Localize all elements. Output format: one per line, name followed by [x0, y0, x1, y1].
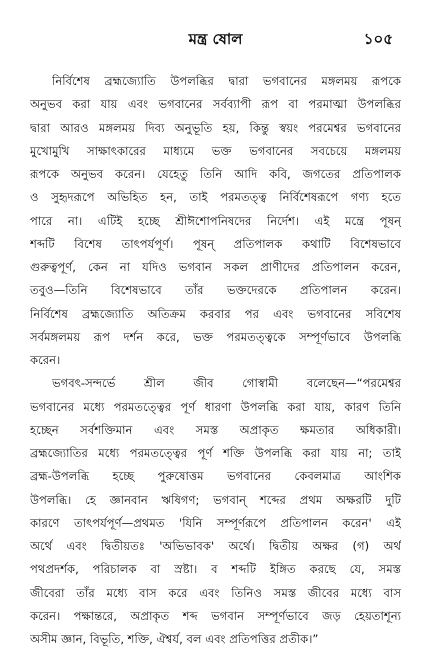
paragraph-1 — [30, 70, 401, 372]
text-line: উপলব্ধি। হে জ্ঞানবান ঋষিগণ; ভগবান্ শব্দের প্রথম অক্ষরটি দুটি — [30, 492, 401, 507]
running-header-title: মন্ত্র ষোল — [188, 30, 243, 48]
text-line: মুখোমুখি সাক্ষাৎকারের মাধ্যমে ভক্ত ভগবানের সবচেয়ে মঙ্গলময় — [30, 143, 401, 158]
text-line: পারে না। এটিই হচ্ছে শ্রীঈশোপনিষদের নির্দেশ। এই মন্ত্রে পূষন্ — [30, 213, 401, 228]
text-line: অসীম জ্ঞান, বিভূতি, শক্তি, ঐশ্বর্য, বল এবং প্রতিপত্তির প্রতীক।” — [30, 632, 319, 646]
text-line: কারণে তাৎপর্যপূর্ণ—প্রথমত 'যিনি সম্পূর্ণরূপে প্রতিপালন করেন' এই — [30, 515, 401, 530]
text-line: সর্বমঙ্গলময় রূপ দর্শন করে, ভক্ত পরমতত্ত্বকে সম্পূর্ণভাবে উপলব্ধি — [30, 329, 401, 344]
text-line: দ্বারা আরও মঙ্গলময় দিব্য অনুভূতি হয়, কিন্তু স্বয়ং পরমেশ্বর ভগবানের — [30, 120, 401, 135]
text-line: শব্দটি বিশেষ তাৎপর্যপূর্ণ। পূষন্ প্রতিপালক কথাটি বিশেষভাবে — [30, 236, 401, 251]
text-line: পথপ্রদর্শক, পরিচালক বা স্রষ্টা। ব শব্দটি ইঙ্গিত করছে যে, সমস্ত — [30, 562, 401, 577]
text-line: ভগবানের মধ্যে পরমতত্ত্বের পূর্ণ ধারণা উপলব্ধি করা যায়, কারণ তিনি — [30, 399, 401, 414]
text-line: হচ্ছেন সর্বশক্তিমান এবং সমস্ত অপ্রাকৃত ক্ষমতার অধিকারী। — [30, 422, 401, 437]
text-line: গুরুত্বপূর্ণ, কেন না যদিও ভগবান সকল প্রাণীদের প্রতিপালন করেন, — [30, 260, 401, 274]
text-line: ব্রহ্ম-উপলব্ধি হচ্ছে পুরুষোত্তম ভগবানের কেবলমাত্র আংশিক — [30, 469, 401, 484]
text-line: ও সুহৃদরূপে অভিহিত হন, তাই পরমতত্ত্ব নির্বিশেষরূপে গণ্য হতে — [30, 190, 401, 205]
body-text — [30, 70, 401, 651]
text-line: তবুও—তিনি বিশেষভাবে তাঁর ভক্তদেরকে প্রতিপালন করেন। — [30, 283, 401, 298]
text-line: রূপকে অনুভব করেন। যেহেতু তিনি আদি কবি, জগতের প্রতিপালক — [30, 167, 401, 181]
paragraph-2 — [30, 372, 401, 651]
text-line: করেন। — [30, 353, 61, 367]
text-line: অর্থে এবং দ্বিতীয়তঃ 'অভিভাবক' অর্থে। দ্বিতীয় অক্ষর (গ) অর্থ — [30, 539, 401, 553]
page-number: ১০৫ — [363, 30, 393, 48]
text-line: জীবেরা তাঁর মধ্যে বাস করে এবং তিনিও সমস্ত জীবের মধ্যে বাস — [30, 585, 401, 600]
text-line: নির্বিশেষ ব্রহ্মজ্যোতি অতিক্রম করবার পর এবং ভগবানের সবিশেষ — [30, 306, 401, 321]
text-line: ভগবৎ-সন্দর্ভে শ্রীল জীব গোস্বামী বলেছেন—“পরমেশ্বর — [52, 376, 401, 391]
text-line: অনুভব করা যায় এবং ভগবানের সর্বব্যাপী রূপ বা পরমাত্মা উপলব্ধির — [30, 97, 401, 112]
text-line: করেন। পক্ষান্তরে, অপ্রাকৃত শব্দ ভগবান সম্পূর্ণভাবে জড় হেয়তাশূন্য — [30, 608, 401, 623]
text-line: ব্রহ্মজ্যোতির মধ্যে পরমতত্ত্বের পূর্ণ শক্তি উপলব্ধি করা যায় না; তাই — [30, 446, 401, 460]
text-line: নির্বিশেষ ব্রহ্মজ্যোতি উপলব্ধির দ্বারা ভগবানের মঙ্গলময় রূপকে — [52, 74, 401, 88]
